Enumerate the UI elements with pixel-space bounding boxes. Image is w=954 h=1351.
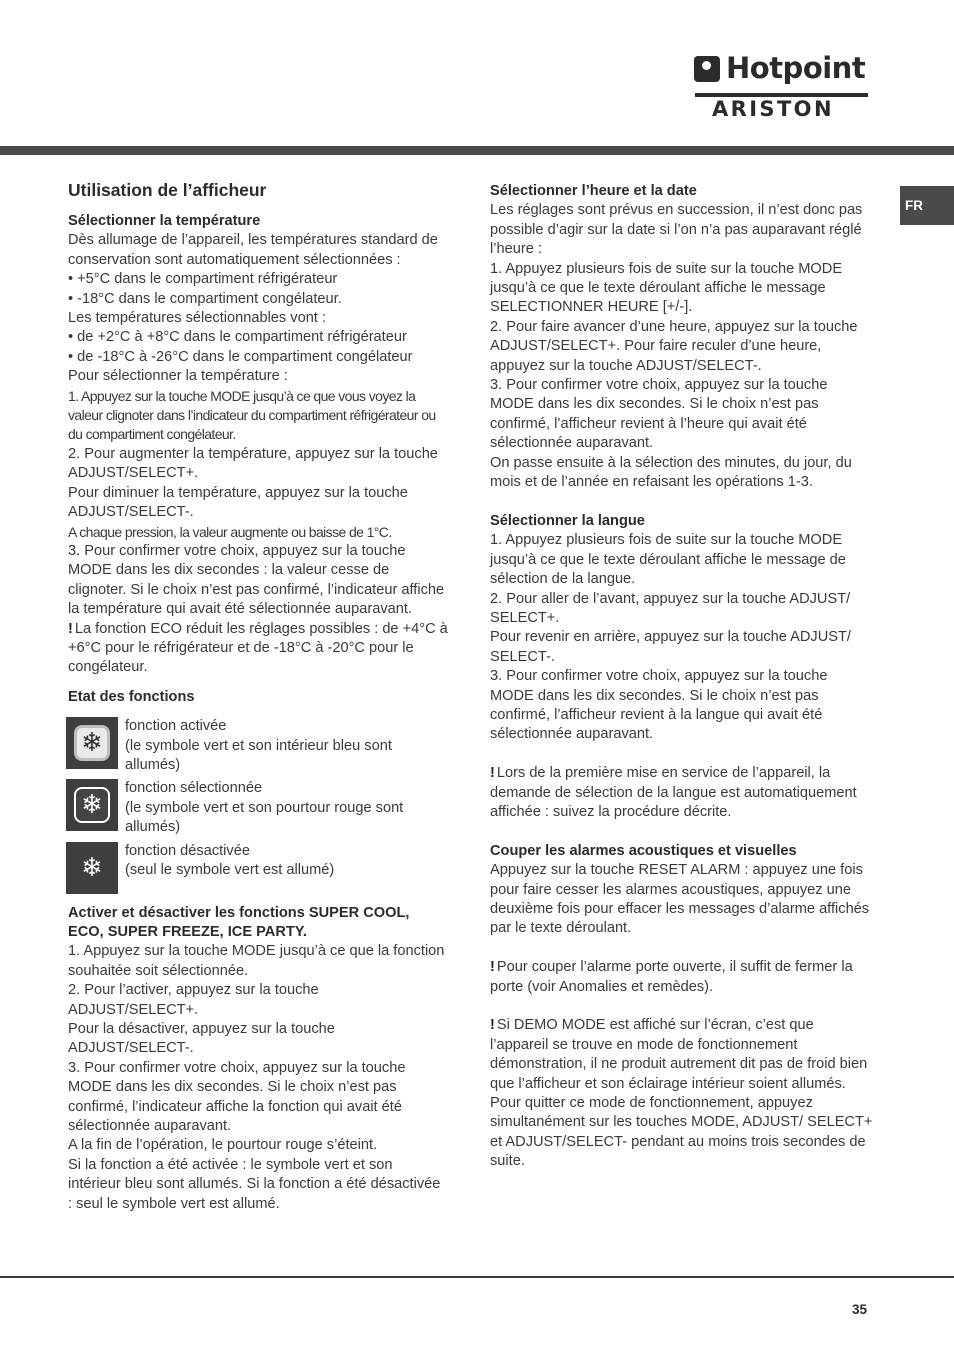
brand-sub-text: ARISTON	[712, 97, 834, 121]
section-heading-activate: Activer et désactiver les fonctions SUPER COOL, ECO, SUPER FREEZE, ICE PARTY.	[68, 904, 410, 940]
text-line: Les températures sélectionnables vont :	[68, 310, 326, 327]
text-line: 1. Appuyez sur la touche MODE jusqu’à ce que la fonction souhaitée soit sélectionnée.	[68, 943, 445, 979]
text-line: On passe ensuite à la sélection des minutes, du jour, du mois et de l’année en refaisant les opérations 1-3.	[490, 454, 852, 491]
text-line: 1. Appuyez plusieurs fois de suite sur la touche MODE jusqu’à ce que le texte déroulant affiche le message de sélection de la langue.	[490, 532, 846, 588]
text-line: 2. Pour aller de l’avant, appuyez sur la touche ADJUST/ SELECT+.	[490, 590, 851, 626]
text-line: Pour la désactiver, appuyez sur la touche ADJUST/SELECT-.	[68, 1021, 335, 1057]
brand-main-text: Hotpoint	[726, 51, 866, 86]
function-state-desc: (seul le symbole vert est allumé)	[125, 862, 335, 878]
right-column	[490, 182, 875, 1172]
function-state-desc: (le symbole vert et son intérieur bleu sont allumés)	[125, 737, 392, 773]
text-line: Les réglages sont prévus en succession, il n’est donc pas possible d’agir sur la date si l’on n’a pas auparavant réglé l’heure :	[490, 202, 863, 258]
text-line: 2. Pour faire avancer d’une heure, appuyez sur la touche ADJUST/SELECT+. Pour faire reculer d’une heure, appuyez sur la touche ADJUST/SELECT-.	[490, 318, 858, 374]
alarm-note-demo-text: Si DEMO MODE est affiché sur l’écran, c’est que l’appareil se trouve en mode de fonctionnement démonstration, il ne produit autrement dit pas de froid bien que l’afficheur et son éclairage intérieur soient allumés. Pour quitter ce mode de fonctionnement, appuyez simultanément sur les touches MODE, ADJUST/ SELECT+ et ADJUST/SELECT- pendant au moins trois secondes de suite.	[490, 1017, 873, 1170]
brand-logo	[694, 52, 869, 124]
text-line: 2. Pour l’activer, appuyez sur la touche ADJUST/SELECT+.	[68, 982, 319, 1018]
text-line: 3. Pour confirmer votre choix, appuyez sur la touche MODE dans les dix secondes. Si le choix n’est pas confirmé, l’afficheur revient à la langue qui avait été sélectionnée auparavant.	[490, 668, 828, 743]
section-heading-alarm: Couper les alarmes acoustiques et visuelles	[490, 842, 797, 859]
function-selected-icon	[66, 779, 118, 831]
text-line: Pour sélectionner la température :	[68, 368, 288, 385]
warning-mark: !	[490, 765, 495, 782]
alarm-note-door	[490, 958, 875, 997]
snowflake-icon: ❄	[81, 790, 103, 821]
langue-note	[490, 764, 875, 822]
function-active-icon	[66, 717, 118, 769]
footer-rule	[0, 1276, 954, 1278]
function-disabled-icon	[66, 842, 118, 894]
eco-note	[68, 620, 448, 678]
text-line: Pour diminuer la température, appuyez sur la touche ADJUST/SELECT-.	[68, 484, 408, 521]
text-line: • +5°C dans le compartiment réfrigérateur	[68, 271, 338, 288]
section-heading-etat: Etat des fonctions	[68, 688, 195, 705]
text-line: A la fin de l’opération, le pourtour rouge s’éteint.	[68, 1137, 378, 1154]
snowflake-icon: ❄	[81, 728, 103, 759]
alarm-note-demo	[490, 1016, 875, 1171]
warning-mark: !	[490, 1017, 495, 1034]
text-line: • -18°C dans le compartiment congélateur.	[68, 290, 342, 307]
function-state-title: fonction activée	[125, 718, 227, 735]
section-heading-time: Sélectionner l’heure et la date	[490, 183, 697, 199]
warning-mark: !	[490, 959, 495, 976]
text-line: 1. Appuyez sur la touche MODE jusqu’à ce que vous voyez la valeur clignoter dans l’indicateur du compartiment réfrigérateur ou du compartiment congélateur.	[68, 387, 436, 443]
text-line: 3. Pour confirmer votre choix, appuyez sur la touche MODE dans les dix secondes : la valeur cesse de clignoter. Si le choix n’est pas confirmé, l’indicateur affiche la température qui avait été sélectionnée auparavant.	[68, 542, 445, 618]
section-heading-temperature: Sélectionner la température	[68, 213, 261, 229]
section-heading-langue: Sélectionner la langue	[490, 512, 645, 529]
text-line: Appuyez sur la touche RESET ALARM : appuyez une fois pour faire cesser les alarmes acoustiques, appuyez une deuxième fois pour effacer les messages d’alarme affichés par le texte déroulant.	[490, 862, 870, 937]
text-line: A chaque pression, la valeur augmente ou baisse de 1°C.	[68, 523, 392, 540]
function-state-disabled	[68, 842, 448, 894]
text-line: 3. Pour confirmer votre choix, appuyez sur la touche MODE dans les dix secondes. Si le choix n’est pas confirmé, l’afficheur revient à l’heure qui avait été sélectionnée auparavant.	[490, 377, 828, 452]
langue-note-text: Lors de la première mise en service de l’appareil, la demande de sélection de la langue est automatiquement affichée : suivez la procédure décrite.	[490, 765, 857, 820]
brand-mark-icon	[694, 56, 720, 82]
text-line: Si la fonction a été activée : le symbole vert et son intérieur bleu sont allumés. Si la fonction a été désactivée : seul le symbole vert est allumé.	[68, 1156, 441, 1212]
text-line: Pour revenir en arrière, appuyez sur la touche ADJUST/ SELECT-.	[490, 629, 851, 665]
function-state-active	[68, 717, 448, 775]
brand-main	[694, 52, 865, 86]
warning-mark: !	[68, 620, 73, 637]
function-state-desc: (le symbole vert et son pourtour rouge sont allumés)	[125, 799, 404, 836]
eco-note-text: La fonction ECO réduit les réglages possibles : de +4°C à +6°C pour le réfrigérateur et de -18°C à -20°C pour le congélateur.	[68, 620, 448, 676]
text-line: 1. Appuyez plusieurs fois de suite sur la touche MODE jusqu’à ce que le texte déroulant affiche le message SELECTIONNER HEURE [+/-].	[490, 260, 843, 316]
language-tab: FR	[900, 186, 954, 225]
header-bar	[0, 146, 954, 155]
text-line: 2. Pour augmenter la température, appuyez sur la touche ADJUST/SELECT+.	[68, 445, 438, 482]
function-state-title: fonction désactivée	[125, 842, 250, 859]
text-line: 3. Pour confirmer votre choix, appuyez sur la touche MODE dans les dix secondes. Si le choix n’est pas confirmé, l’indicateur affiche la fonction qui avait été sélectionnée auparavant.	[68, 1059, 406, 1135]
text-line: • de -18°C à -26°C dans le compartiment congélateur	[68, 348, 413, 365]
page-title: Utilisation de l’afficheur	[68, 180, 267, 200]
snowflake-icon: ❄	[81, 852, 103, 883]
text-line: • de +2°C à +8°C dans le compartiment réfrigérateur	[68, 329, 407, 346]
function-state-title: fonction sélectionnée	[125, 780, 263, 797]
left-column	[68, 178, 448, 1214]
page-number: 35	[852, 1302, 868, 1317]
function-state-selected	[68, 779, 448, 837]
text-line: Dès allumage de l’appareil, les températures standard de conservation sont automatiquement sélectionnées :	[68, 232, 438, 268]
alarm-note-door-text: Pour couper l’alarme porte ouverte, il suffit de fermer la porte (voir Anomalies et remèdes).	[490, 959, 853, 995]
